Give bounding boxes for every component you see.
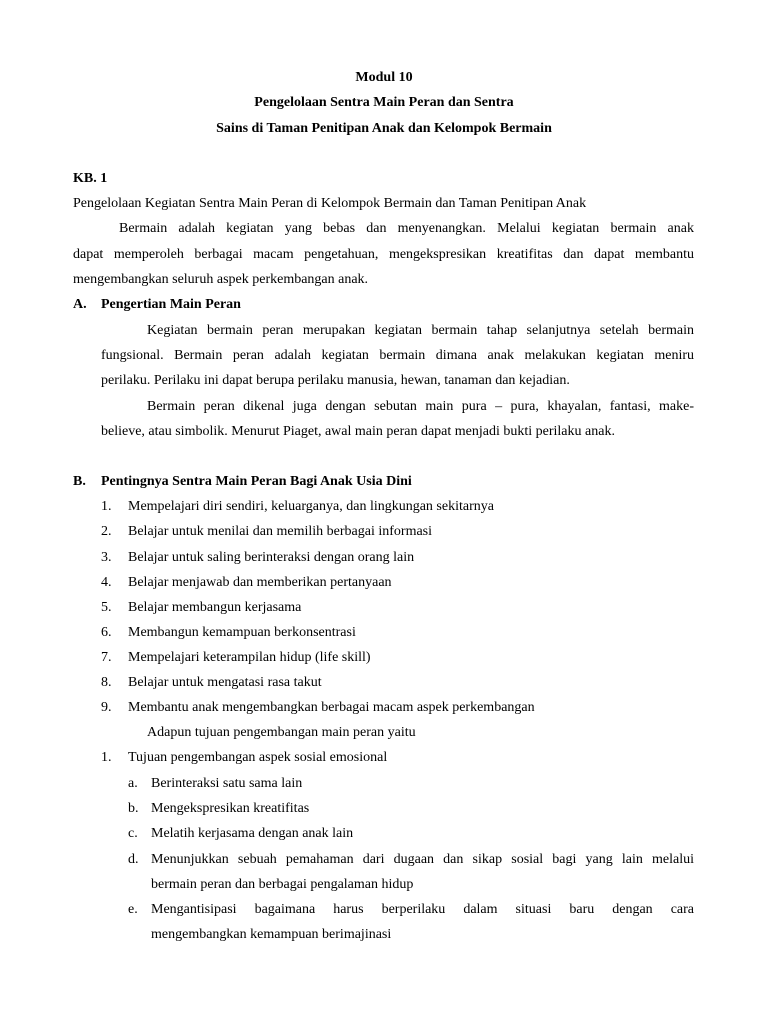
list-item-number: 6. bbox=[101, 625, 112, 640]
title-line-2: Sains di Taman Penitipan Anak dan Kelompok Bermain bbox=[216, 121, 552, 136]
list-item: Membangun kemampuan berkonsentrasi bbox=[128, 625, 356, 640]
section-a-para2-line-2: believe, atau simbolik. Menurut Piaget, awal main peran dapat menjadi bukti perilaku anak. bbox=[101, 424, 615, 439]
list-item: Belajar menjawab dan memberikan pertanyaan bbox=[128, 575, 392, 590]
title-line-1: Pengelolaan Sentra Main Peran dan Sentra bbox=[254, 95, 514, 110]
list-item: Belajar membangun kerjasama bbox=[128, 600, 302, 615]
list-item-number: 8. bbox=[101, 675, 112, 690]
list-item-number: 3. bbox=[101, 550, 112, 565]
list-item: Belajar untuk saling berinteraksi dengan orang lain bbox=[128, 550, 415, 565]
sub-item: Melatih kerjasama dengan anak lain bbox=[151, 826, 354, 841]
module-number: Modul 10 bbox=[355, 70, 413, 85]
intro-line-1: Bermain adalah kegiatan yang bebas dan menyenangkan. Melalui kegiatan bermain anak bbox=[119, 221, 694, 236]
section-a-para1-line-2: fungsional. Bermain peran adalah kegiatan bermain dimana anak melakukan kegiatan meniru bbox=[101, 348, 694, 363]
goals-intro: Adapun tujuan pengembangan main peran yaitu bbox=[147, 725, 416, 740]
kb-subtitle: Pengelolaan Kegiatan Sentra Main Peran di Kelompok Bermain dan Taman Penitipan Anak bbox=[73, 196, 587, 211]
sub-item: Mengantisipasi bagaimana harus berperilaku dalam situasi baru dengan cara bbox=[151, 902, 694, 917]
section-a-letter: A. bbox=[73, 297, 87, 312]
list-item-number: 5. bbox=[101, 600, 112, 615]
list-item: Belajar untuk mengatasi rasa takut bbox=[128, 675, 322, 690]
list-item-number: 9. bbox=[101, 700, 112, 715]
section-a-para2-line-1: Bermain peran dikenal juga dengan sebutan main pura – pura, khayalan, fantasi, make- bbox=[147, 399, 694, 414]
sub-item: Berinteraksi satu sama lain bbox=[151, 776, 303, 791]
section-b-letter: B. bbox=[73, 474, 86, 489]
list-item: Membantu anak mengembangkan berbagai macam aspek perkembangan bbox=[128, 700, 535, 715]
sub-item-letter: c. bbox=[128, 826, 138, 841]
sub-item-letter: b. bbox=[128, 801, 139, 816]
intro-line-3: mengembangkan seluruh aspek perkembangan anak. bbox=[73, 272, 369, 287]
section-b-heading: Pentingnya Sentra Main Peran Bagi Anak Usia Dini bbox=[101, 474, 412, 489]
sub-item-letter: e. bbox=[128, 902, 138, 917]
list-item-number: 4. bbox=[101, 575, 112, 590]
list-item: Mempelajari keterampilan hidup (life skill) bbox=[128, 650, 371, 665]
list-item: Belajar untuk menilai dan memilih berbagai informasi bbox=[128, 524, 433, 539]
list-item: Mempelajari diri sendiri, keluarganya, dan lingkungan sekitarnya bbox=[128, 499, 494, 514]
section-a-para1-line-1: Kegiatan bermain peran merupakan kegiatan bermain tahap selanjutnya setelah bermain bbox=[147, 323, 694, 338]
intro-line-2: dapat memperoleh berbagai macam pengetahuan, mengekspresikan kreatifitas dan dapat membantu bbox=[73, 247, 694, 262]
sub-item-continued: mengembangkan kemampuan berimajinasi bbox=[151, 927, 392, 942]
sub-item-continued: bermain peran dan berbagai pengalaman hidup bbox=[151, 877, 414, 892]
section-a-heading: Pengertian Main Peran bbox=[101, 297, 241, 312]
sub-item: Mengekspresikan kreatifitas bbox=[151, 801, 310, 816]
list-item-number: 7. bbox=[101, 650, 112, 665]
list-item-number: 2. bbox=[101, 524, 112, 539]
kb-heading: KB. 1 bbox=[73, 171, 108, 186]
goal-heading: Tujuan pengembangan aspek sosial emosional bbox=[128, 750, 388, 765]
goal-number: 1. bbox=[101, 750, 112, 765]
section-a-para1-line-3: perilaku. Perilaku ini dapat berupa perilaku manusia, hewan, tanaman dan kejadian. bbox=[101, 373, 570, 388]
sub-item-letter: d. bbox=[128, 852, 139, 867]
list-item-number: 1. bbox=[101, 499, 112, 514]
sub-item: Menunjukkan sebuah pemahaman dari dugaan dan sikap sosial bagi yang lain melalui bbox=[151, 852, 694, 867]
sub-item-letter: a. bbox=[128, 776, 138, 791]
